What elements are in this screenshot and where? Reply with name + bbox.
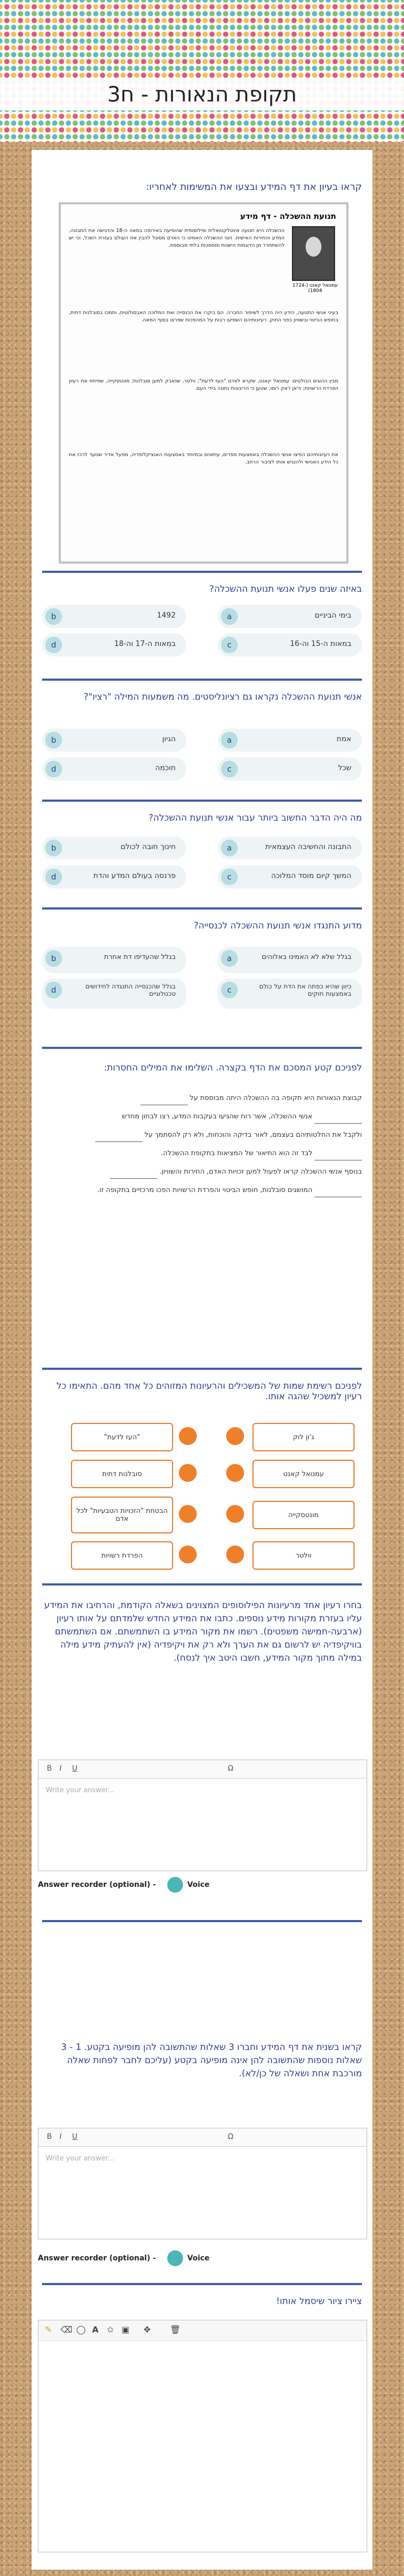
underline-icon[interactable]: U: [72, 1764, 78, 1773]
move-icon[interactable]: ✥: [144, 2325, 151, 2335]
option-text: בימי הביניים: [315, 611, 351, 620]
option-text: המשך קיום מוסד המלוכה: [271, 872, 351, 880]
option-text: אמת: [336, 735, 351, 743]
drawing-canvas[interactable]: [38, 2320, 367, 2552]
recorder-label: Answer recorder (optional) -: [38, 1881, 156, 1889]
worksheet-title: תקופת הנאורות - ח3: [107, 83, 297, 107]
cloze-blank-input[interactable]: [140, 1097, 188, 1105]
shapes-icon[interactable]: ◯: [76, 2325, 86, 2335]
option-letter: b: [45, 732, 62, 749]
option-letter: b: [45, 840, 62, 856]
q7-question: בחרו רעיון אחד מרעיונות הפילוסופים המצוינים בשאלה הקודמת, והרחיבו את המידע עליו בעזרת מקורות מידע נוספים. כתבו את המידע החדש שלמדתם על אותו רעיון (ארבעה-חמישה משפטים). רשמו את מקור המידע בו השתמשתם. אם השתמשתם בוויקיפדיה יש לרשום גם את הערך ולא רק את ויקיפדיה (אין להעתיק מידע מילה במילה מתוך מקור המידע, חשבו היטב איך לנסח).: [44, 1600, 362, 1663]
underline-icon[interactable]: U: [72, 2133, 78, 2141]
cloze-line: [42, 1184, 362, 1197]
cloze-blank-input[interactable]: [315, 1153, 362, 1160]
option-letter: a: [221, 950, 238, 967]
match-left-item[interactable]: "העז לדעת": [71, 1423, 173, 1451]
option-text: התבונה והחשיבה העצמאית: [265, 843, 351, 851]
cloze-blank-input[interactable]: [95, 1134, 143, 1142]
info-sheet-title: תנועת ההשכלה - דף מידע: [240, 211, 336, 221]
match-right-item[interactable]: ג'ון לוק: [252, 1423, 355, 1451]
match-handle[interactable]: [226, 1545, 244, 1563]
q7-answer-editor[interactable]: [38, 1760, 367, 1871]
option-text: בגלל שלא לא האמינו באלוהים: [261, 953, 351, 961]
match-handle[interactable]: [226, 1427, 244, 1445]
cloze-line: [42, 1128, 362, 1142]
option-letter: c: [221, 637, 238, 653]
section-divider: [42, 1920, 362, 1922]
recorder-label: Answer recorder (optional) -: [38, 2254, 156, 2262]
q9-question: ציירו ציור שיסמל אותו!: [276, 2296, 362, 2307]
q4-option-d[interactable]: [42, 978, 186, 1009]
match-handle[interactable]: [226, 1505, 244, 1523]
option-letter: a: [221, 732, 238, 749]
cloze-line: [42, 1147, 362, 1160]
option-letter: d: [45, 982, 62, 998]
italic-icon[interactable]: I: [59, 2133, 62, 2141]
option-letter: a: [221, 840, 238, 856]
q3-option-d[interactable]: [42, 865, 186, 888]
section-divider: [42, 800, 362, 802]
match-left-item[interactable]: הפרדת רשויות: [71, 1541, 173, 1570]
match-handle[interactable]: [179, 1464, 197, 1482]
cloze-text: אנשי ההשכלה, אשר רוח שהגיעו בעקבות המדע, רצו לבחון מחדש: [122, 1113, 312, 1120]
cloze-line: [42, 1165, 362, 1179]
section-divider: [42, 1583, 362, 1585]
bold-icon[interactable]: B: [47, 1764, 52, 1773]
option-letter: c: [221, 868, 238, 885]
voice-label: Voice: [187, 2254, 210, 2262]
editor-toolbar: [38, 2128, 367, 2147]
option-letter: b: [45, 950, 62, 967]
bold-icon[interactable]: B: [47, 2133, 52, 2141]
cloze-blank-input[interactable]: [315, 1189, 362, 1197]
portrait-caption: עמנואל קאנט (1724-1804): [292, 283, 338, 294]
option-text: בגלל שהכנסייה התנגדה לחידושים טכנולוגיים: [85, 983, 176, 997]
q4-option-b[interactable]: [42, 947, 186, 973]
section-divider: [42, 907, 362, 910]
editor-placeholder: Write your answer...: [46, 1786, 114, 1794]
cloze-blank-input[interactable]: [110, 1171, 157, 1179]
voice-label: Voice: [187, 1881, 210, 1889]
cloze-text: קבוצת הנאורות היא תקופה בה ההשכלה היתה מבוססת על: [189, 1094, 362, 1102]
voice-record-button[interactable]: [167, 1877, 183, 1893]
info-sheet: [59, 203, 348, 563]
option-text: 1492: [157, 611, 176, 620]
info-paragraph: את רעיונותיהם הפיצו אנשי ההשכלה באמצעות ספרים, עיתונים ובמיוחד באמצעות האנציקלופדיה, מפעל אדיר שנועד לרכז את כל הידע האנושי ולהנגיש אותו לציבור הרחב.: [69, 452, 338, 465]
cloze-blank-input[interactable]: [315, 1116, 362, 1124]
option-letter: d: [45, 637, 62, 653]
info-paragraph: מבין ההוגים הבולטים: עמנואל קאנט, שקרא לאדם "העז לדעת"; וולטר, שנאבק למען סובלנות; מונטסקייה, שפיתח את רעיון הפרדת הרשויות; וז'אן ז'אק רוסו, שטען כי הריבונות נתונה בידי העם.: [69, 378, 338, 391]
option-letter: c: [221, 982, 238, 998]
option-text: הגיון: [162, 735, 176, 743]
option-text: כיוון שהיא כפתה את הדת על כולם באמצעות חוקים: [259, 983, 351, 997]
q2-question: אנשי תנועת ההשכלה נקראו גם רציונליסטים. מה משמעות המילה "רציו"?: [83, 692, 362, 702]
option-letter: a: [221, 608, 238, 625]
italic-icon[interactable]: I: [59, 1764, 62, 1773]
eraser-icon[interactable]: ⌫: [60, 2325, 73, 2335]
match-right-item[interactable]: וולטר: [252, 1541, 355, 1570]
cloze-text: לבד זה הוא התיאור של המציאות בתקופת ההשכלה.: [160, 1149, 312, 1157]
voice-record-button[interactable]: [167, 2250, 183, 2266]
editor-toolbar: [38, 1760, 367, 1779]
match-handle[interactable]: [226, 1464, 244, 1482]
q2-option-a[interactable]: [218, 729, 362, 752]
section-divider: [42, 1047, 362, 1049]
section-divider: [42, 2283, 362, 2285]
drawing-toolbar: [38, 2320, 367, 2341]
cloze-text: בנוסף אנשי ההשכלה קראו לפעול למען זכויות האדם, החירות והשוויון.: [159, 1168, 362, 1176]
q6-question: לפניכם רשימת שמות של המשכילים והרעיונות המזוהים כל אחד מהם. התאימו כל רעיון למשכיל שהגה אותו.: [56, 1381, 362, 1402]
q1-option-d[interactable]: [42, 633, 186, 656]
q1-option-c[interactable]: [218, 633, 362, 656]
info-paragraph: בעיני אנשי התנועה, הידע היה הדרך לשיפור החברה. הם ביקרו את הכנסייה ואת המלוכה האבסולוטית, ותמכו בסובלנות דתית, בחופש הביטוי ובשוויון בפני החוק. רעיונותיהם השפיעו רבות על המהפכות שפרצו בסוף המאה.: [69, 310, 338, 323]
q3-option-c[interactable]: [218, 865, 362, 888]
option-text: חינוך חובה לכולם: [120, 843, 176, 851]
match-handle[interactable]: [179, 1427, 197, 1445]
q4-option-a[interactable]: [218, 947, 362, 973]
cloze-line: [42, 1092, 362, 1105]
option-text: חוכמה: [155, 764, 176, 772]
q1-option-b[interactable]: [42, 605, 186, 628]
q1-question: באיזה שנים פעלו אנשי תנועת ההשכלה?: [209, 584, 362, 594]
option-text: בגלל שהעדיפו דת אחרת: [104, 953, 176, 961]
match-right-item[interactable]: עמנואל קאנט: [252, 1460, 355, 1488]
info-paragraph: ההשכלה היא תנועה אינטלקטואלית ופילוסופית שהופיעה באירופה במאה ה-18 והדגישה את התבונה, המדע והחירות האישית. הוגי ההשכלה האמינו כי האדם מסוגל להבין את העולם בעזרת השכל, וכי יש להשתחרר מן הדוגמות הישנות ומסמכות בלתי מבוססת.: [69, 228, 285, 248]
q8-answer-editor[interactable]: [38, 2128, 367, 2239]
q2-option-d[interactable]: [42, 757, 186, 781]
match-right-item[interactable]: מונטסקייה: [252, 1501, 355, 1529]
q2-option-c[interactable]: [218, 757, 362, 781]
intro-instruction: קראו בעיון את דף המידע ובצעו את המשימות לאחריו:: [146, 181, 362, 193]
cloze-line: [42, 1110, 362, 1124]
option-text: פרנסה בעולם המדע והדת: [93, 872, 176, 880]
q5-question: לפניכם קטע המסכם את הדף בקצרה. השלימו את המילים החסרות:: [104, 1063, 362, 1073]
cloze-text: ולקבל את החלטותיהם בעצמם, לאור בדיקה והוכחות, ולא רק להסתמך על: [144, 1131, 362, 1139]
stamp-icon[interactable]: ✩: [107, 2325, 114, 2335]
q3-question: מה היה הדבר החשוב ביותר עבור אנשי תנועת ההשכלה?: [148, 813, 362, 823]
section-divider: [42, 1368, 362, 1370]
q3-option-b[interactable]: [42, 836, 186, 860]
option-text: במאות ה-15 וה-16: [290, 640, 351, 648]
option-text: במאות ה-17 וה-18: [114, 640, 176, 648]
pencil-icon[interactable]: ✎: [45, 2325, 52, 2335]
q8-question: קראו בשנית את דף המידע וחברו 3 שאלות שהתשובה להן מופיעה בקטע. 1 - 3 שאלות נוספות שהתשובה להן אינה מופיעה בקטע (עליכם לחבר לפחות שאלה מורכבת אחת ושאלה של כן/לא).: [61, 2042, 362, 2079]
trash-icon[interactable]: 🗑: [170, 2325, 181, 2335]
q3-option-a[interactable]: [218, 836, 362, 860]
q2-option-b[interactable]: [42, 729, 186, 752]
image-icon[interactable]: ▣: [122, 2325, 130, 2335]
section-divider: [42, 679, 362, 681]
cloze-text: המושגים סובלנות, חופש הביטוי והפרדת הרשויות הפכו מרכזיים בתקופה זו.: [97, 1186, 312, 1194]
match-handle[interactable]: [179, 1545, 197, 1563]
match-left-item[interactable]: סובלנות דתית: [71, 1460, 173, 1488]
q4-option-c[interactable]: [218, 978, 362, 1009]
option-letter: d: [45, 761, 62, 777]
option-text: שכל: [338, 764, 351, 772]
match-left-item[interactable]: הבטחת "הזכויות הטבעיות" לכל אדם: [71, 1497, 173, 1533]
editor-placeholder: Write your answer...: [46, 2155, 114, 2163]
section-divider: [42, 571, 362, 573]
match-handle[interactable]: [179, 1505, 197, 1523]
option-letter: d: [45, 868, 62, 885]
decorative-header: [0, 0, 404, 142]
omega-icon[interactable]: Ω: [228, 1764, 234, 1773]
q4-question: מדוע התנגדו אנשי תנועת ההשכלה לכנסייה?: [194, 921, 362, 931]
option-letter: b: [45, 608, 62, 625]
option-letter: c: [221, 761, 238, 777]
omega-icon[interactable]: Ω: [228, 2133, 234, 2141]
kant-portrait-image: [292, 226, 335, 281]
q1-option-a[interactable]: [218, 605, 362, 628]
text-icon[interactable]: A: [92, 2325, 99, 2335]
